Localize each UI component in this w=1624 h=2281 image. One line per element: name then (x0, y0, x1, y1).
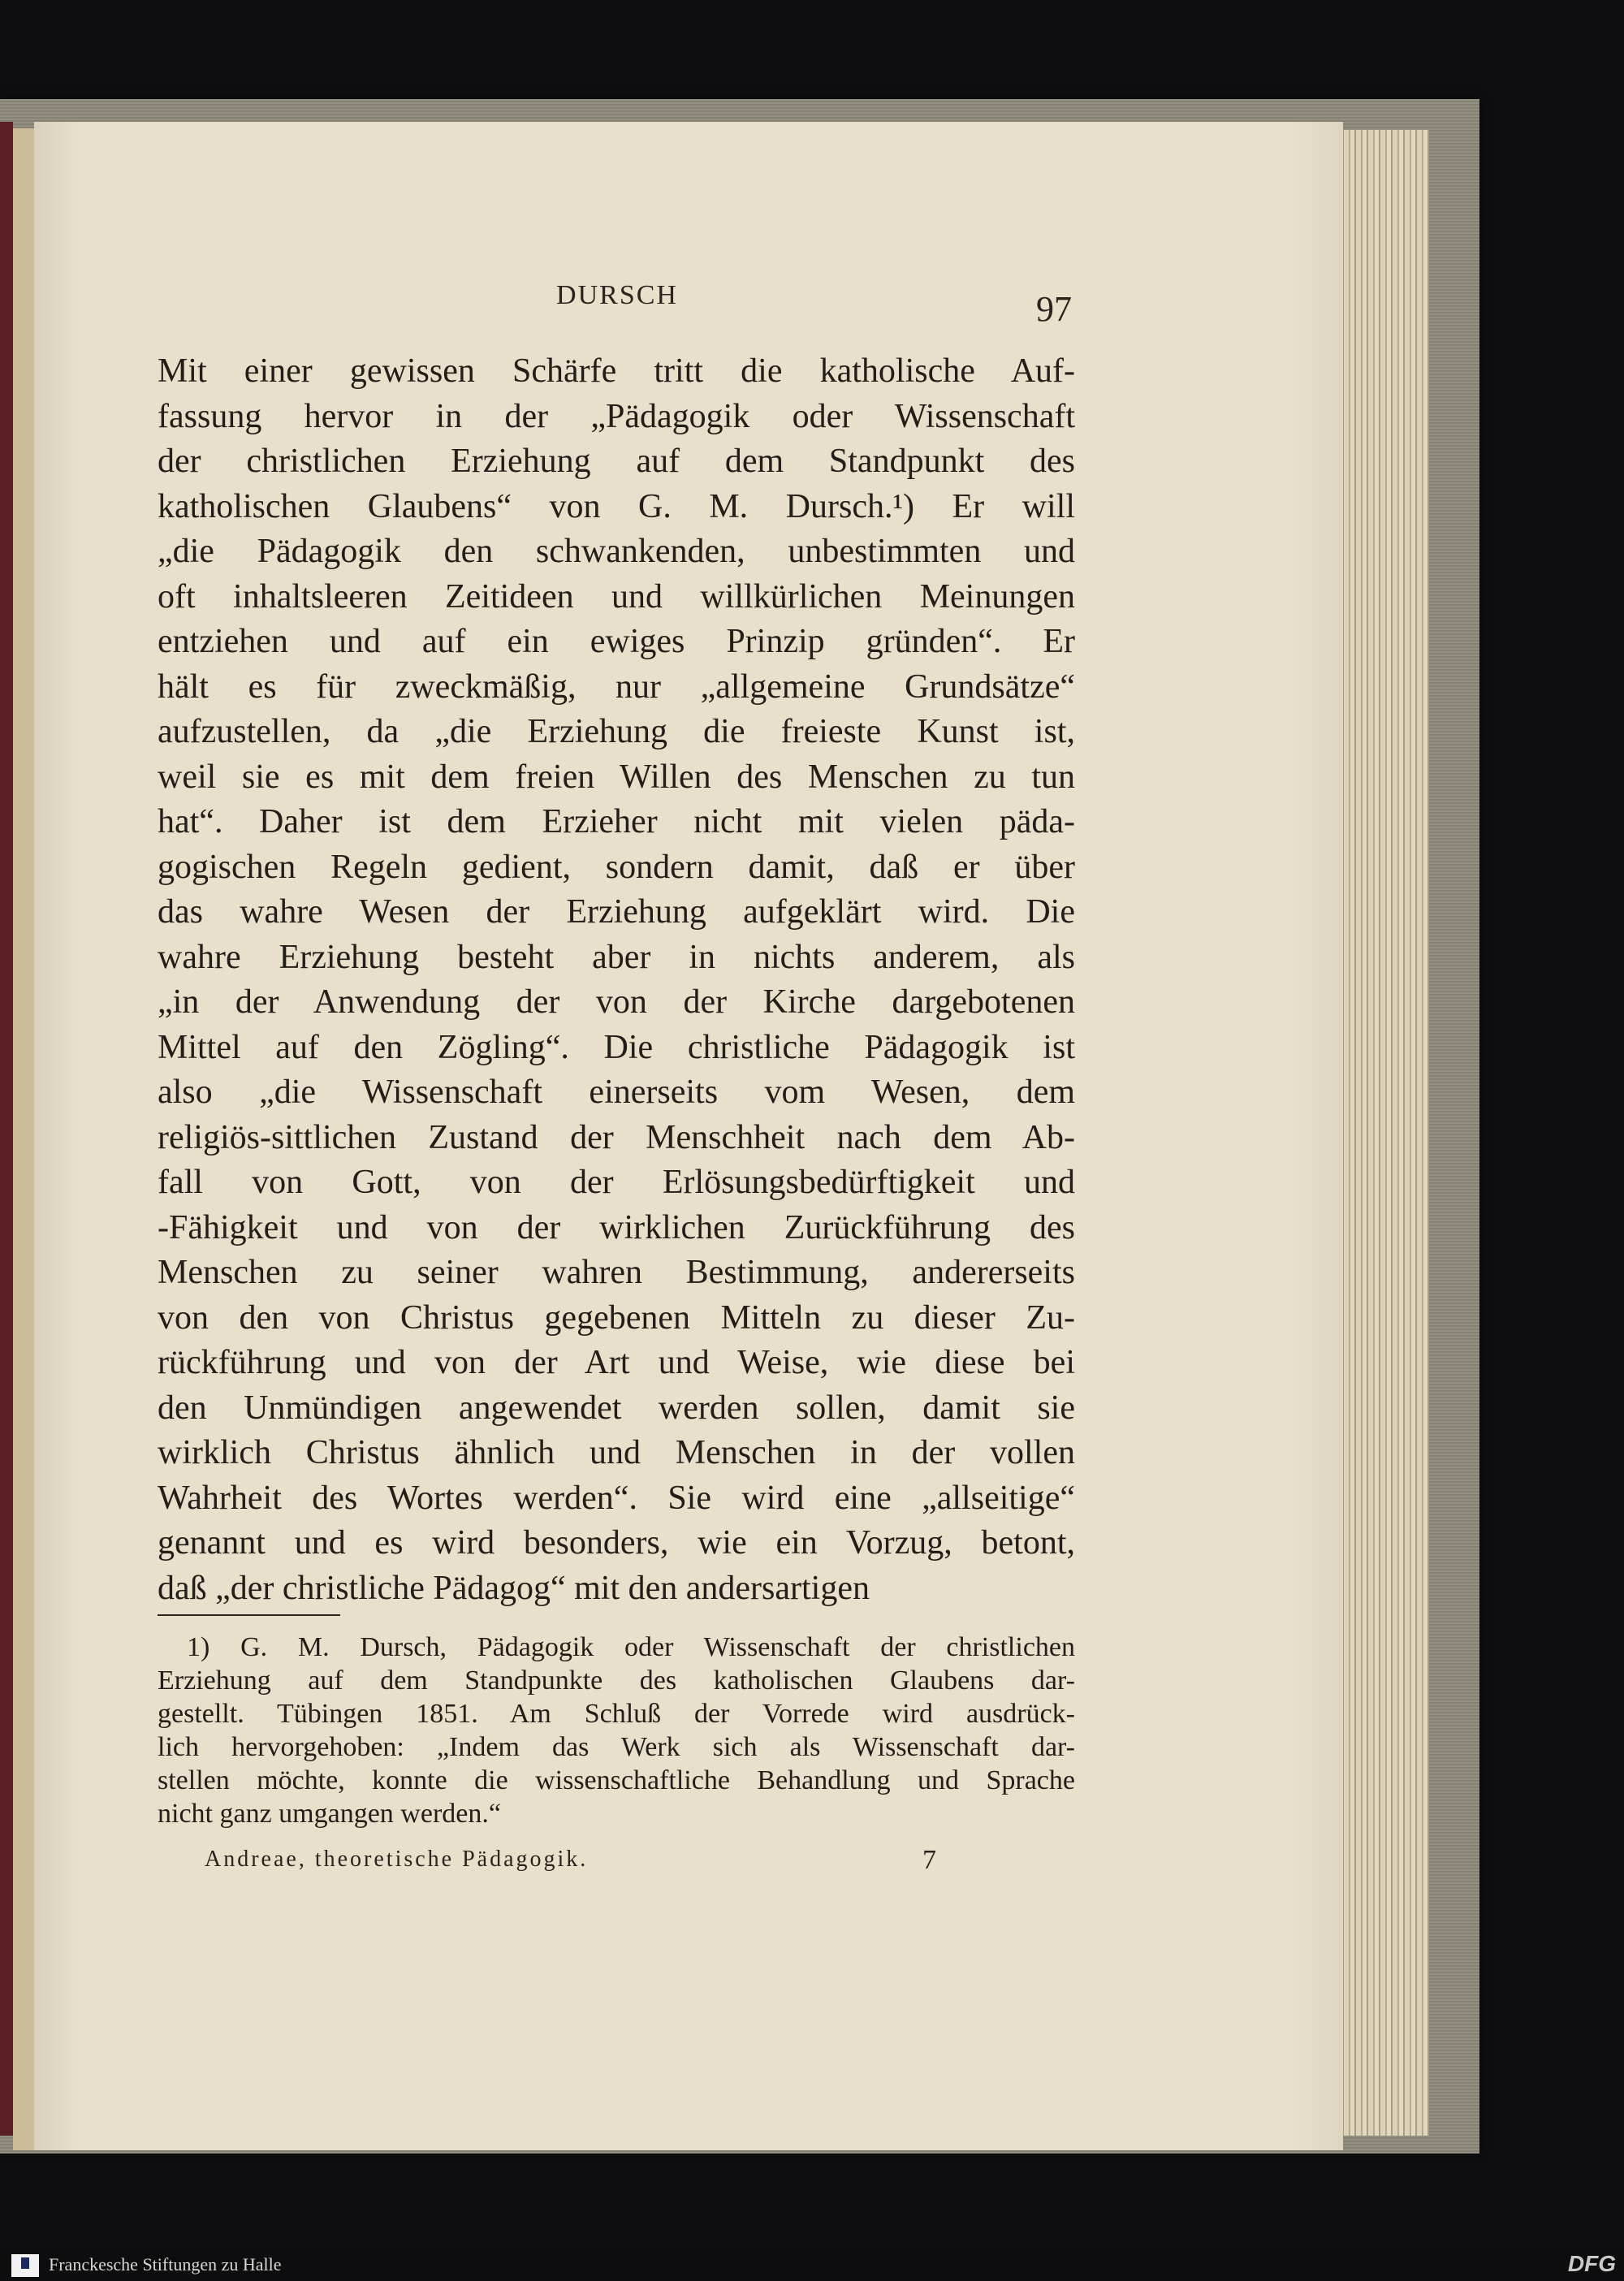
body-line: das wahre Wesen der Erziehung aufgeklärt wird. Die (158, 893, 1075, 931)
body-line: Mittel auf den Zögling“. Die christliche Pädagogik ist (158, 1028, 1075, 1066)
page-stack-edge (1332, 130, 1429, 2136)
body-line: genannt und es wird besonders, wie ein Vorzug, betont, (158, 1524, 1075, 1562)
footnote-line: gestellt. Tübingen 1851. Am Schluß der Vorrede wird ausdrück- (158, 1699, 1075, 1729)
body-text (158, 349, 1075, 1611)
signature-text: Andreae, theoretische Pädagogik. (205, 1847, 589, 1872)
institution-name: Franckesche Stiftungen zu Halle (49, 2254, 282, 2275)
institution-logo-icon[interactable] (11, 2254, 39, 2277)
body-line: religiös-sittlichen Zustand der Menschheit nach dem Ab- (158, 1118, 1075, 1156)
body-line: gogischen Regeln gedient, sondern damit, daß er über (158, 848, 1075, 886)
body-line: rückführung und von der Art und Weise, wie diese bei (158, 1344, 1075, 1381)
running-head: DURSCH (556, 280, 678, 310)
body-line: -Fähigkeit und von der wirklichen Zurückführung des (158, 1208, 1075, 1246)
footnote (158, 1631, 1075, 1830)
page-number: 97 (1036, 289, 1072, 329)
body-line: Menschen zu seiner wahren Bestimmung, andererseits (158, 1254, 1075, 1291)
body-line: entziehen und auf ein ewiges Prinzip gründen“. Er (158, 623, 1075, 660)
spine-binding (0, 122, 13, 2136)
body-line: hat“. Daher ist dem Erzieher nicht mit vielen päda- (158, 803, 1075, 840)
viewer-footer (0, 2249, 1624, 2281)
body-line: weil sie es mit dem freien Willen des Menschen zu tun (158, 758, 1075, 796)
body-line: den Unmündigen angewendet werden sollen, damit sie (158, 1389, 1075, 1427)
signature-number: 7 (922, 1845, 936, 1875)
footnote-line: Erziehung auf dem Standpunkte des katholischen Glaubens dar- (158, 1665, 1075, 1696)
body-line: fall von Gott, von der Erlösungsbedürftigkeit und (158, 1164, 1075, 1201)
body-line: daß „der christliche Pädagog“ mit den andersartigen (158, 1569, 870, 1607)
body-line: aufzustellen, da „die Erziehung die freieste Kunst ist, (158, 713, 1075, 750)
body-line: fassung hervor in der „Pädagogik oder Wissenschaft (158, 397, 1075, 435)
body-line: von den von Christus gegebenen Mitteln zu dieser Zu- (158, 1298, 1075, 1337)
body-line: der christlichen Erziehung auf dem Standpunkt des (158, 443, 1075, 480)
footnote-line: nicht ganz umgangen werden.“ (158, 1799, 501, 1829)
dfg-logo[interactable]: DFG (1567, 2251, 1616, 2276)
body-line: Mit einer gewissen Schärfe tritt die katholische Auf- (158, 352, 1075, 390)
body-line: oft inhaltsleeren Zeitideen und willkürlichen Meinungen (158, 577, 1075, 616)
body-line: „die Pädagogik den schwankenden, unbestimmten und (158, 533, 1075, 570)
footnote-divider (158, 1614, 340, 1616)
body-line: „in der Anwendung der von der Kirche dargebotenen (158, 983, 1075, 1021)
body-line: hält es für zweckmäßig, nur „allgemeine Grundsätze“ (158, 667, 1075, 706)
footnote-line: 1) G. M. Dursch, Pädagogik oder Wissenschaft der christlichen (187, 1632, 1075, 1662)
body-line: Wahrheit des Wortes werden“. Sie wird eine „allseitige“ (158, 1479, 1075, 1517)
footnote-line: lich hervorgehoben: „Indem das Werk sich als Wissenschaft dar- (158, 1732, 1075, 1762)
body-line: also „die Wissenschaft einerseits vom Wesen, dem (158, 1074, 1075, 1111)
body-line: wahre Erziehung besteht aber in nichts anderem, als (158, 938, 1075, 976)
body-line: katholischen Glaubens“ von G. M. Dursch.¹) Er will (158, 487, 1075, 525)
signature-line (205, 1847, 1098, 1873)
footnote-line: stellen möchte, konnte die wissenschaftliche Behandlung und Sprache (158, 1765, 1075, 1795)
body-line: wirklich Christus ähnlich und Menschen in der vollen (158, 1434, 1075, 1471)
